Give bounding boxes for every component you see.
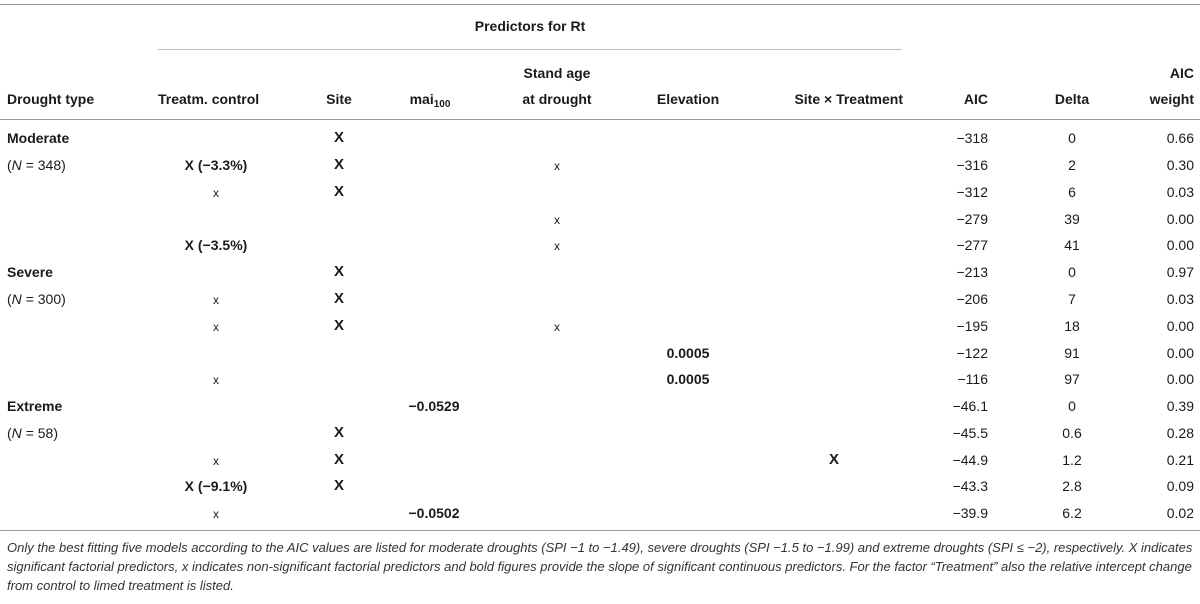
group-n-severe: (N = 300) xyxy=(7,291,66,307)
col-header-site-x-treatment: Site × Treatment xyxy=(794,91,903,107)
cell-delta: 6 xyxy=(1068,184,1076,200)
n-label: N xyxy=(11,291,22,307)
group-n-moderate: (N = 348) xyxy=(7,157,66,173)
cell-delta: 6.2 xyxy=(1062,505,1082,521)
cell-aic-weight: 0.39 xyxy=(1166,398,1194,414)
cell-delta: 39 xyxy=(1064,211,1080,227)
cell-aic: −316 xyxy=(956,157,988,173)
cell-delta: 0 xyxy=(1068,130,1076,146)
cell-aic-weight: 0.00 xyxy=(1166,318,1194,334)
col-header-mai100 xyxy=(409,91,451,110)
n-value: = 300) xyxy=(25,291,66,307)
cell-treatm-control: X (−9.1%) xyxy=(184,478,248,494)
cell-treatm-control: x xyxy=(213,186,219,200)
cell-delta: 18 xyxy=(1064,318,1080,334)
mai-label: mai xyxy=(409,91,434,107)
col-header-delta: Delta xyxy=(1054,91,1090,107)
col-header-treatm-control: Treatm. control xyxy=(158,91,260,107)
col-header-stand-age-line1: Stand age xyxy=(523,65,591,81)
cell-aic: −116 xyxy=(957,371,988,387)
cell-treatm-control: x xyxy=(213,507,219,521)
col-header-site: Site xyxy=(326,91,352,107)
cell-aic: −206 xyxy=(956,291,988,307)
cell-aic-weight: 0.03 xyxy=(1166,184,1194,200)
group-label-severe: Severe xyxy=(7,264,53,280)
cell-aic: −195 xyxy=(956,318,988,334)
cell-aic-weight: 0.28 xyxy=(1166,425,1194,441)
cell-stand-age: x xyxy=(554,213,560,227)
cell-aic: −46.1 xyxy=(952,398,988,414)
cell-delta: 0.6 xyxy=(1062,425,1082,441)
cell-delta: 1.2 xyxy=(1062,452,1082,468)
cell-treatm-control: X (−3.3%) xyxy=(184,157,248,173)
group-header-rule xyxy=(158,49,902,50)
cell-aic-weight: 0.03 xyxy=(1166,291,1194,307)
cell-stand-age: x xyxy=(554,159,560,173)
cell-aic: −318 xyxy=(956,130,988,146)
cell-site: X xyxy=(333,263,345,280)
cell-treatm-control: x xyxy=(213,320,219,334)
n-label: N xyxy=(11,425,22,441)
cell-aic-weight: 0.00 xyxy=(1166,345,1194,361)
n-value: = 58) xyxy=(25,425,58,441)
cell-delta: 0 xyxy=(1068,398,1076,414)
cell-treatm-control: x xyxy=(213,454,219,468)
n-value: = 348) xyxy=(25,157,66,173)
cell-delta: 97 xyxy=(1064,371,1080,387)
cell-aic-weight: 0.97 xyxy=(1166,264,1194,280)
cell-elevation: 0.0005 xyxy=(666,371,710,387)
group-label-extreme: Extreme xyxy=(7,398,63,414)
table-bottom-rule xyxy=(0,530,1200,531)
cell-delta: 2 xyxy=(1068,157,1076,173)
cell-aic: −43.3 xyxy=(952,478,988,494)
cell-aic: −45.5 xyxy=(952,425,988,441)
cell-site: X xyxy=(333,183,345,200)
cell-aic-weight: 0.30 xyxy=(1166,157,1194,173)
col-header-aic-weight-line1: AIC xyxy=(1169,65,1194,81)
cell-delta: 2.8 xyxy=(1062,478,1082,494)
cell-aic: −277 xyxy=(956,237,988,253)
cell-aic-weight: 0.00 xyxy=(1166,211,1194,227)
cell-elevation: 0.0005 xyxy=(666,345,710,361)
mai-subscript: 100 xyxy=(433,99,451,110)
cell-mai100: −0.0529 xyxy=(408,398,460,414)
col-header-aic-weight-line2: weight xyxy=(1149,91,1194,107)
cell-aic: −122 xyxy=(956,345,988,361)
col-header-stand-age-line2: at drought xyxy=(522,91,592,107)
cell-aic: −44.9 xyxy=(952,452,988,468)
cell-delta: 91 xyxy=(1064,345,1080,361)
cell-aic: −279 xyxy=(956,211,988,227)
predictors-group-header: Predictors for Rt xyxy=(474,18,586,34)
cell-aic-weight: 0.66 xyxy=(1166,130,1194,146)
cell-site: X xyxy=(333,317,345,334)
table-footnote: Only the best fitting five models according to the AIC values are listed for moderate droughts (SPI −1 to −1.49), severe droughts (SPI −1.5 to −1.99) and extreme droughts (SPI ≤ −2), respectively. X indicates significant factorial predictors, x indicates non-significant factorial predictors and bold figures provide the slope of significant continuous predictors. For the factor “Treatment” also the relative intercept change from control to limed treatment is listed. xyxy=(7,540,1193,593)
cell-site: X xyxy=(333,451,345,468)
col-header-elevation: Elevation xyxy=(656,91,720,107)
group-label-moderate: Moderate xyxy=(7,130,70,146)
col-header-drought-type: Drought type xyxy=(7,91,95,107)
cell-delta: 7 xyxy=(1068,291,1076,307)
cell-aic-weight: 0.21 xyxy=(1166,452,1194,468)
cell-treatm-control: x xyxy=(213,293,219,307)
cell-treatm-control: X (−3.5%) xyxy=(184,237,248,253)
cell-site: X xyxy=(333,477,345,494)
group-n-extreme: (N = 58) xyxy=(7,425,58,441)
cell-aic-weight: 0.09 xyxy=(1166,478,1194,494)
cell-mai100: −0.0502 xyxy=(408,505,460,521)
header-bottom-rule xyxy=(0,119,1200,120)
cell-stand-age: x xyxy=(554,320,560,334)
cell-aic: −39.9 xyxy=(952,505,988,521)
cell-delta: 0 xyxy=(1068,264,1076,280)
cell-site: X xyxy=(333,156,345,173)
cell-delta: 41 xyxy=(1064,237,1080,253)
col-header-aic: AIC xyxy=(963,91,988,107)
cell-aic: −312 xyxy=(956,184,988,200)
cell-aic-weight: 0.02 xyxy=(1166,505,1194,521)
table-top-rule xyxy=(0,4,1200,5)
cell-aic-weight: 0.00 xyxy=(1166,371,1194,387)
cell-aic: −213 xyxy=(956,264,988,280)
cell-aic-weight: 0.00 xyxy=(1166,237,1194,253)
cell-stand-age: x xyxy=(554,239,560,253)
n-label: N xyxy=(11,157,22,173)
cell-treatm-control: x xyxy=(213,373,219,387)
cell-site: X xyxy=(333,290,345,307)
cell-site-x-treatment: X xyxy=(828,451,840,468)
cell-site: X xyxy=(333,129,345,146)
cell-site: X xyxy=(333,424,345,441)
